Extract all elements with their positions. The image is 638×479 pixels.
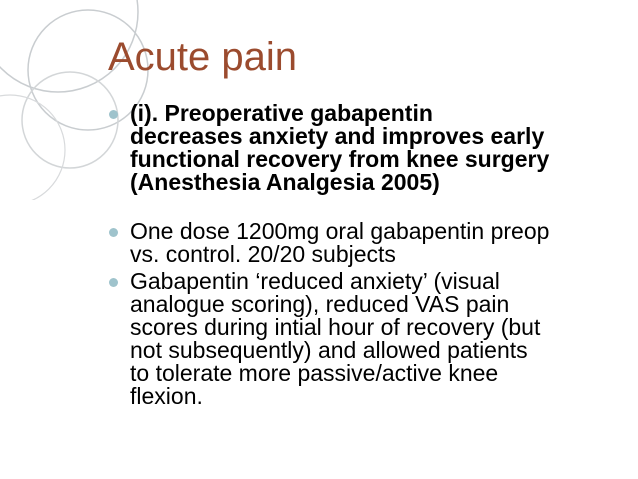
bullet-line: scores during intial hour of recovery (but [130,314,541,340]
bullet-item-results [108,270,628,408]
bullet-line: flexion. [130,383,203,409]
bullet-line: (i). Preoperative gabapentin [130,100,433,126]
bullet-dot-icon [109,278,118,287]
bullet-line: (Anesthesia Analgesia 2005) [130,169,440,195]
slide-title: Acute pain [108,35,298,79]
bullet-dot-icon [109,110,118,119]
bullet-list [108,102,628,408]
bullet-item-dose [108,220,628,266]
bullet-line: functional recovery from knee surgery [130,146,550,172]
bullet-item-study [108,102,628,194]
bullet-line: not subsequently) and allowed patients [130,337,528,363]
bullet-line: to tolerate more passive/active knee [130,360,499,386]
bullet-line: Gabapentin ‘reduced anxiety’ (visual [130,268,500,294]
bullet-line: decreases anxiety and improves early [130,123,545,149]
bullet-line: One dose 1200mg oral gabapentin preop [130,218,550,244]
bullet-line: analogue scoring), reduced VAS pain [130,291,510,317]
bullet-line: vs. control. 20/20 subjects [130,241,396,267]
bullet-dot-icon [109,228,118,237]
